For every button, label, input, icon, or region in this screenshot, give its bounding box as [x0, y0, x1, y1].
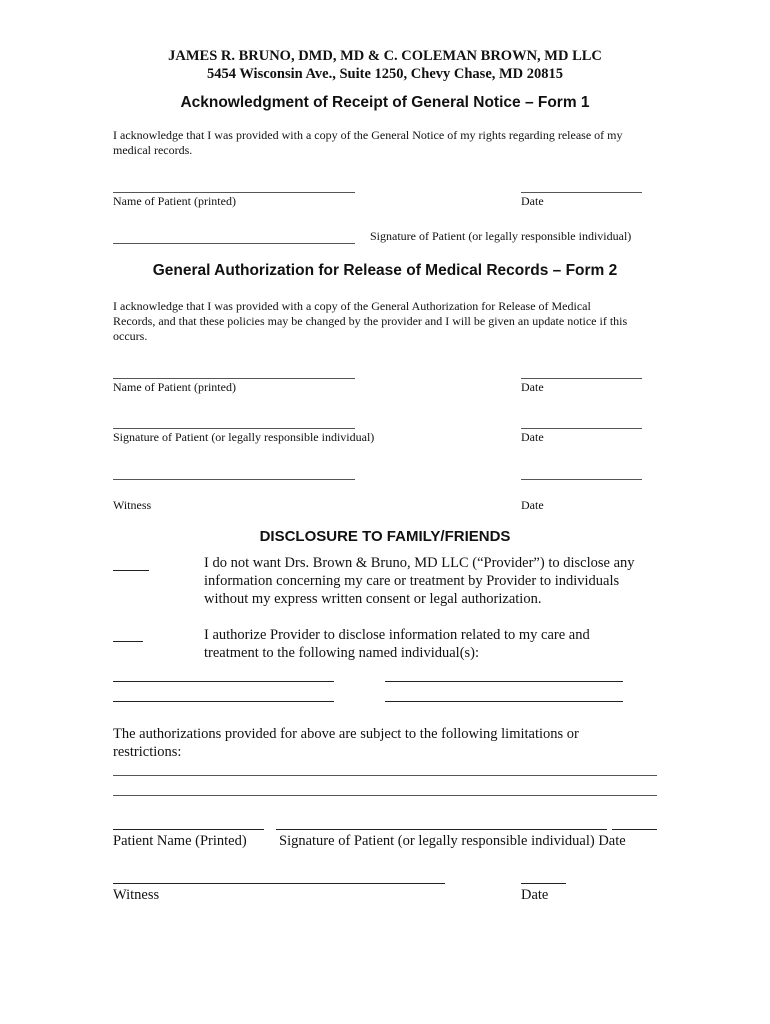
form1-date-field[interactable]: [521, 172, 642, 192]
form2-name-input[interactable]: [113, 358, 359, 376]
form2-name-line: [113, 378, 355, 379]
limitations-2-line: [113, 795, 657, 796]
disclosure-witness-date-label: Date: [521, 887, 549, 903]
disclosure-title: DISCLOSURE TO FAMILY/FRIENDS: [259, 528, 511, 545]
individual-1b-field[interactable]: [385, 663, 623, 681]
disclosure-date-input[interactable]: [612, 809, 661, 827]
disclosure-signature-line: [276, 829, 607, 830]
option2-initials-field[interactable]: [113, 623, 143, 641]
form2-date-label: Date: [521, 380, 544, 394]
form2-witness-line: [113, 479, 355, 480]
disclosure-witness-date-line: [521, 883, 566, 884]
form2-sig-date-line: [521, 428, 642, 429]
form1-date-input[interactable]: [521, 172, 646, 190]
form1-date-line: [521, 192, 642, 193]
disclosure-patient-name-input[interactable]: [113, 809, 268, 827]
form2-text-line3: occurs.: [113, 329, 148, 343]
form2-text-line1: I acknowledge that I was provided with a copy of the General Authorization for Release of Medical: [113, 299, 591, 313]
disclosure-date-line: [612, 829, 657, 830]
disclosure-witness-date-input[interactable]: [521, 863, 570, 881]
form1-text-line1: I acknowledge that I was provided with a copy of the General Notice of my rights regarding release of my: [113, 128, 623, 142]
form1-signature-field[interactable]: [113, 223, 355, 243]
form2-witness-input[interactable]: [113, 459, 359, 477]
option1-initials-field[interactable]: [113, 552, 149, 570]
form2-signature-label: Signature of Patient (or legally responsible individual): [113, 430, 375, 444]
option1-initials-input[interactable]: [113, 550, 153, 568]
form2-witness-date-line: [521, 479, 642, 480]
form1-date-label: Date: [521, 194, 544, 208]
option1-line2: information concerning my care or treatment by Provider to individuals: [204, 573, 620, 589]
form1-name-field[interactable]: [113, 172, 355, 192]
form2-sig-date-input[interactable]: [521, 408, 646, 426]
disclosure-witness-line: [113, 883, 445, 884]
limitations-2-field[interactable]: [113, 777, 657, 795]
form2-witness-label: Witness: [113, 498, 152, 512]
disclosure-witness-label: Witness: [113, 887, 160, 903]
individual-2a-input[interactable]: [113, 681, 338, 699]
limitations-1-input[interactable]: [113, 755, 661, 773]
form2-name-field[interactable]: [113, 358, 355, 378]
disclosure-signature-date-label: Signature of Patient (or legally responsible individual) Date: [279, 833, 626, 849]
individual-2b-field[interactable]: [385, 683, 623, 701]
disclosure-signature-field[interactable]: [276, 811, 607, 829]
option1-line3: without my express written consent or legal authorization.: [204, 591, 542, 607]
form1-name-input[interactable]: [113, 172, 359, 190]
disclosure-witness-field[interactable]: [113, 865, 445, 883]
form2-witness-date-input[interactable]: [521, 459, 646, 477]
form2-sig-date-field[interactable]: [521, 408, 642, 428]
limitations-line2: restrictions:: [113, 744, 182, 760]
limitations-line1: The authorizations provided for above are subject to the following limitations or: [113, 726, 579, 742]
individual-2a-field[interactable]: [113, 683, 334, 701]
option2-initials-input[interactable]: [113, 621, 147, 639]
form2-text-line2: Records, and that these policies may be changed by the provider and I will be given an update notice if this: [113, 314, 628, 328]
form2-date-line: [521, 378, 642, 379]
practice-name: JAMES R. BRUNO, DMD, MD & C. COLEMAN BROWN, MD LLC: [168, 48, 602, 64]
form1-title: Acknowledgment of Receipt of General Notice – Form 1: [180, 94, 590, 111]
disclosure-witness-input[interactable]: [113, 863, 449, 881]
practice-address: 5454 Wisconsin Ave., Suite 1250, Chevy Chase, MD 20815: [206, 66, 564, 82]
option2-initials-line: [113, 641, 143, 642]
individual-2b-line: [385, 701, 623, 702]
disclosure-date-field[interactable]: [612, 811, 657, 829]
disclosure-patient-name-label: Patient Name (Printed): [113, 833, 247, 849]
form2-witness-date-label: Date: [521, 498, 544, 512]
form2-witness-date-field[interactable]: [521, 459, 642, 479]
form1-signature-label: Signature of Patient (or legally responsible individual): [370, 229, 632, 243]
individual-1a-input[interactable]: [113, 661, 338, 679]
option1-line1: I do not want Drs. Brown & Bruno, MD LLC (“Provider”) to disclose any: [204, 555, 635, 571]
form2-name-label: Name of Patient (printed): [113, 380, 236, 394]
individual-1a-field[interactable]: [113, 663, 334, 681]
disclosure-patient-name-field[interactable]: [113, 811, 264, 829]
form1-text-line2: medical records.: [113, 143, 193, 157]
form2-signature-line: [113, 428, 355, 429]
disclosure-signature-input[interactable]: [276, 809, 611, 827]
individual-2b-input[interactable]: [385, 681, 627, 699]
individual-1b-input[interactable]: [385, 661, 627, 679]
form2-signature-field[interactable]: [113, 408, 355, 428]
limitations-1-field[interactable]: [113, 757, 657, 775]
option1-initials-line: [113, 570, 149, 571]
form2-witness-field[interactable]: [113, 459, 355, 479]
form2-title: General Authorization for Release of Medical Records – Form 2: [152, 262, 618, 279]
form2-date-input[interactable]: [521, 358, 646, 376]
disclosure-patient-name-line: [113, 829, 264, 830]
form1-name-line: [113, 192, 355, 193]
form1-signature-line: [113, 243, 355, 244]
limitations-2-input[interactable]: [113, 775, 661, 793]
form2-date-field[interactable]: [521, 358, 642, 378]
option2-line2: treatment to the following named individual(s):: [204, 645, 480, 661]
form1-name-label: Name of Patient (printed): [113, 194, 236, 208]
disclosure-witness-date-field[interactable]: [521, 865, 566, 883]
form1-signature-input[interactable]: [113, 223, 359, 241]
individual-2a-line: [113, 701, 334, 702]
form2-sig-date-label: Date: [521, 430, 544, 444]
form2-signature-input[interactable]: [113, 408, 359, 426]
option2-line1: I authorize Provider to disclose information related to my care and: [204, 627, 590, 643]
